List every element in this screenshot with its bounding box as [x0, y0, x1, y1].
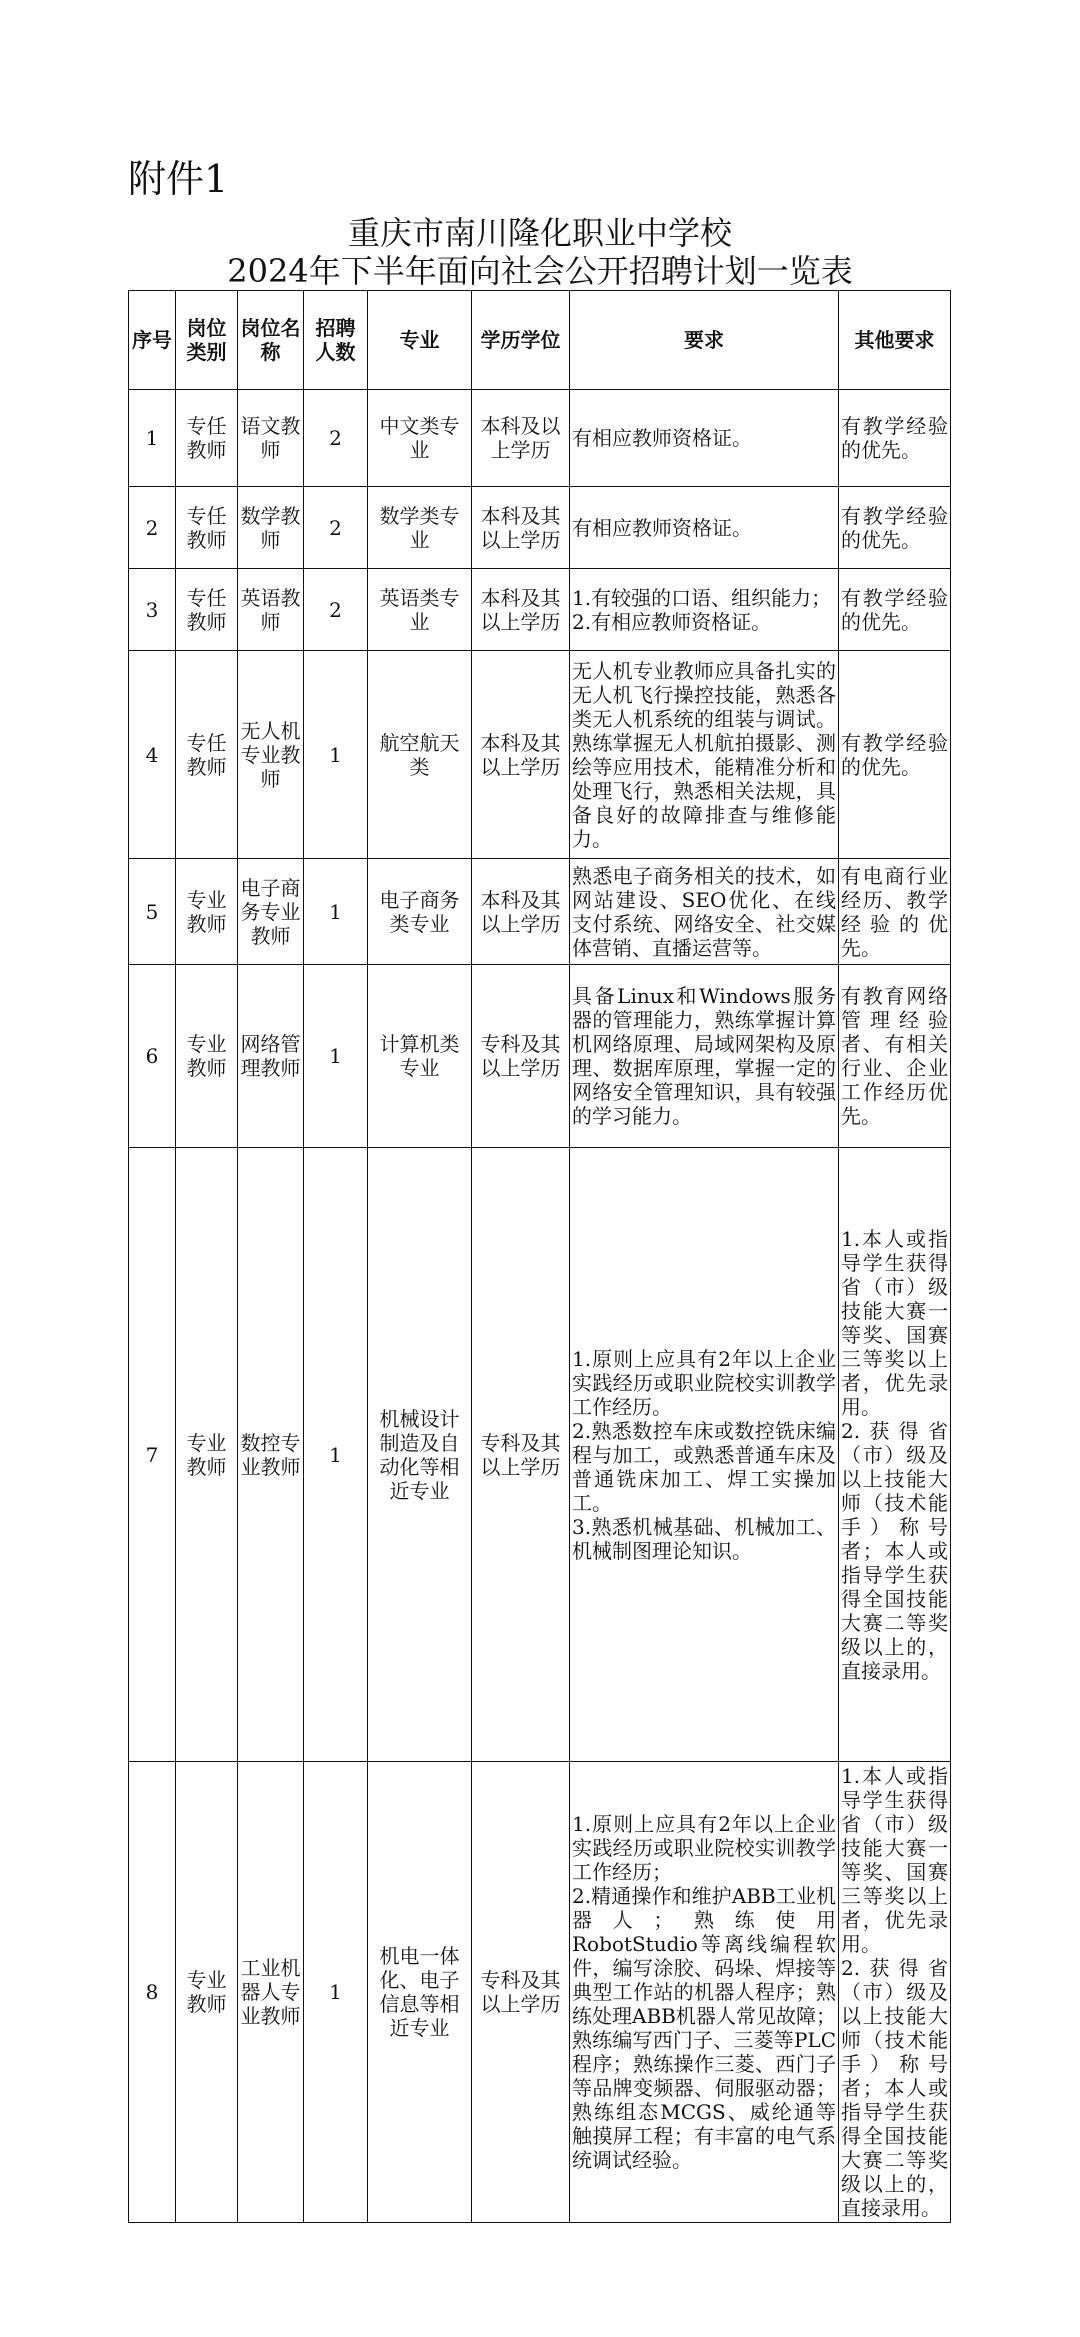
category-cell: 专任教师: [176, 390, 238, 487]
education-cell: 本科及其以上学历: [472, 651, 570, 859]
requirements-cell: 1.原则上应具有2年以上企业实践经历或职业院校实训教学工作经历； 2.精通操作和维护ABB工业机器人；熟练使用RobotStudio等离线编程软件，编写涂胶、码垛、焊接等典型工作站的机器人程序；熟练处理ABB机器人常见故障；熟练编写西门子、三菱等PLC程序；熟练操作三菱、西门子等品牌变频器、伺服驱动器；熟练组态MCGS、威纶通等触摸屏工程；有丰富的电气系统调试经验。: [570, 1762, 839, 2223]
requirements-cell: 熟悉电子商务相关的技术，如网站建设、SEO优化、在线支付系统、网络安全、社交媒体营销、直播运营等。: [570, 859, 839, 965]
seq-cell: 2: [129, 487, 176, 569]
header-position: 岗位名称: [238, 291, 304, 390]
position-cell: 数学教师: [238, 487, 304, 569]
recruitment-table: [128, 290, 951, 2223]
major-cell: 机械设计制造及自动化等相近专业: [368, 1148, 472, 1762]
major-cell: 航空航天类: [368, 651, 472, 859]
header-count: 招聘人数: [304, 291, 368, 390]
requirements-cell: 具备Linux和Windows服务器的管理能力，熟练掌握计算机网络原理、局域网架构及原理、数据库原理，掌握一定的网络安全管理知识，具有较强的学习能力。: [570, 965, 839, 1148]
education-cell: 本科及其以上学历: [472, 569, 570, 651]
seq-cell: 6: [129, 965, 176, 1148]
category-cell: 专业教师: [176, 965, 238, 1148]
category-cell: 专业教师: [176, 1148, 238, 1762]
seq-cell: 1: [129, 390, 176, 487]
position-cell: 网络管理教师: [238, 965, 304, 1148]
position-cell: 电子商务专业教师: [238, 859, 304, 965]
other-requirements-cell: 有教育网络管理经验者、有相关行业、企业工作经历优先。: [839, 965, 951, 1148]
table-row: [129, 390, 951, 487]
table-row: [129, 487, 951, 569]
other-requirements-cell: 有教学经验的优先。: [839, 390, 951, 487]
major-cell: 计算机类专业: [368, 965, 472, 1148]
table-row: [129, 651, 951, 859]
major-cell: 电子商务类专业: [368, 859, 472, 965]
seq-cell: 5: [129, 859, 176, 965]
other-requirements-cell: 1.本人或指导学生获得省（市）级技能大赛一等奖、国赛三等奖以上者，优先录用。 2.获得省（市）级及以上技能大师（技术能手）称号者；本人或指导学生获得全国技能大赛二等奖级以上的，直接录用。: [839, 1148, 951, 1762]
count-cell: 2: [304, 569, 368, 651]
document-subtitle: 2024年下半年面向社会公开招聘计划一览表: [227, 252, 853, 290]
attachment-label: 附件1: [128, 157, 229, 201]
position-cell: 英语教师: [238, 569, 304, 651]
table-row: [129, 1762, 951, 2223]
seq-cell: 4: [129, 651, 176, 859]
table-row: [129, 859, 951, 965]
education-cell: 本科及其以上学历: [472, 487, 570, 569]
major-cell: 机电一体化、电子信息等相近专业: [368, 1762, 472, 2223]
other-requirements-cell: 有教学经验的优先。: [839, 651, 951, 859]
major-cell: 英语类专业: [368, 569, 472, 651]
requirements-cell: 1.原则上应具有2年以上企业实践经历或职业院校实训教学工作经历。 2.熟悉数控车床或数控铣床编程与加工，或熟悉普通车床及普通铣床加工、焊工实操加工。 3.熟悉机械基础、机械加工、机械制图理论知识。: [570, 1148, 839, 1762]
education-cell: 本科及其以上学历: [472, 859, 570, 965]
count-cell: 1: [304, 1148, 368, 1762]
other-requirements-cell: 有教学经验的优先。: [839, 569, 951, 651]
header-education: 学历学位: [472, 291, 570, 390]
education-cell: 专科及其以上学历: [472, 1762, 570, 2223]
requirements-cell: 有相应教师资格证。: [570, 390, 839, 487]
header-major: 专业: [368, 291, 472, 390]
seq-cell: 7: [129, 1148, 176, 1762]
count-cell: 1: [304, 859, 368, 965]
count-cell: 1: [304, 965, 368, 1148]
header-category: 岗位类别: [176, 291, 238, 390]
count-cell: 2: [304, 390, 368, 487]
category-cell: 专任教师: [176, 569, 238, 651]
position-cell: 工业机器人专业教师: [238, 1762, 304, 2223]
count-cell: 1: [304, 1762, 368, 2223]
requirements-cell: 1.有较强的口语、组织能力； 2.有相应教师资格证。: [570, 569, 839, 651]
education-cell: 专科及其以上学历: [472, 965, 570, 1148]
requirements-cell: 有相应教师资格证。: [570, 487, 839, 569]
other-requirements-cell: 1.本人或指导学生获得省（市）级技能大赛一等奖、国赛三等奖以上者，优先录用。 2.获得省（市）级及以上技能大师（技术能手）称号者；本人或指导学生获得全国技能大赛二等奖级以上的，直接录用。: [839, 1762, 951, 2223]
seq-cell: 3: [129, 569, 176, 651]
category-cell: 专业教师: [176, 1762, 238, 2223]
major-cell: 中文类专业: [368, 390, 472, 487]
seq-cell: 8: [129, 1762, 176, 2223]
category-cell: 专任教师: [176, 651, 238, 859]
table-header-row: [129, 291, 951, 390]
table-row: [129, 965, 951, 1148]
position-cell: 数控专业教师: [238, 1148, 304, 1762]
table-row: [129, 1148, 951, 1762]
document-title: 重庆市南川隆化职业中学校: [347, 214, 732, 252]
count-cell: 2: [304, 487, 368, 569]
position-cell: 无人机专业教师: [238, 651, 304, 859]
major-cell: 数学类专业: [368, 487, 472, 569]
category-cell: 专业教师: [176, 859, 238, 965]
header-requirements: 要求: [570, 291, 839, 390]
header-other: 其他要求: [839, 291, 951, 390]
position-cell: 语文教师: [238, 390, 304, 487]
education-cell: 专科及其以上学历: [472, 1148, 570, 1762]
other-requirements-cell: 有电商行业经历、教学经验的优先。: [839, 859, 951, 965]
requirements-cell: 无人机专业教师应具备扎实的无人机飞行操控技能，熟悉各类无人机系统的组装与调试。熟练掌握无人机航拍摄影、测绘等应用技术，能精准分析和处理飞行，熟悉相关法规，具备良好的故障排查与维修能力。: [570, 651, 839, 859]
education-cell: 本科及以上学历: [472, 390, 570, 487]
header-seq: 序号: [129, 291, 176, 390]
table-row: [129, 569, 951, 651]
count-cell: 1: [304, 651, 368, 859]
other-requirements-cell: 有教学经验的优先。: [839, 487, 951, 569]
category-cell: 专任教师: [176, 487, 238, 569]
